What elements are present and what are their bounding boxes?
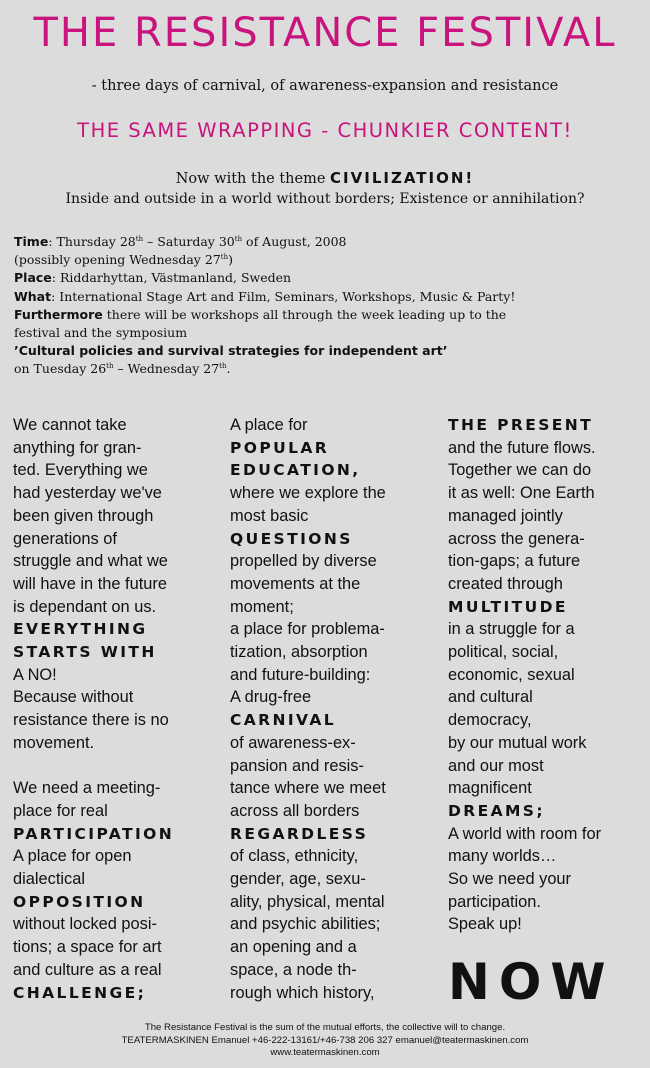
- manifesto-line: and our most: [448, 756, 544, 775]
- manifesto-line: it as well: One Earth: [448, 484, 595, 503]
- manifesto-line: tion-gaps; a future: [448, 552, 581, 571]
- manifesto-keyword: CHALLENGE;: [13, 983, 147, 1002]
- festival-slogan: THE SAME WRAPPING - CHUNKIER CONTENT!: [77, 119, 573, 142]
- manifesto-line: place for real: [13, 801, 108, 820]
- manifesto-line: We need a meeting-: [13, 779, 161, 798]
- manifesto-line: where we explore the: [230, 484, 386, 503]
- manifesto-line: pansion and resis-: [230, 756, 364, 775]
- manifesto-line: and the future flows.: [448, 438, 596, 457]
- manifesto-column-2: [230, 414, 435, 1004]
- event-info: [14, 233, 644, 379]
- footer-contact: TEATERMASKINEN Emanuel +46-222-13161/+46-738 206 327 emanuel@teatermaskinen.com: [121, 1034, 529, 1046]
- manifesto-line: many worlds…: [448, 847, 557, 866]
- manifesto-line: democracy,: [448, 711, 532, 730]
- manifesto-line: rough which history,: [230, 983, 375, 1002]
- manifesto-line: movements at the: [230, 574, 361, 593]
- manifesto-line: ted. Everything we: [13, 461, 148, 480]
- manifesto-line: managed jointly: [448, 506, 563, 525]
- manifesto-line: generations of: [13, 529, 117, 548]
- manifesto-keyword: STARTS WITH: [13, 643, 157, 662]
- manifesto-keyword: THE PRESENT: [448, 416, 594, 434]
- furthermore-line-2: festival and the symposium: [14, 325, 188, 341]
- footer-website: www.teatermaskinen.com: [270, 1047, 380, 1059]
- manifesto-line: an opening and a: [230, 938, 357, 957]
- manifesto-line: Speak up!: [448, 915, 522, 934]
- manifesto-line: of awareness-ex-: [230, 733, 356, 752]
- time-label: Time: [14, 234, 49, 249]
- manifesto-line: participation.: [448, 892, 541, 911]
- manifesto-line: political, social,: [448, 643, 559, 662]
- manifesto-line: and psychic abilities;: [230, 915, 381, 934]
- now-headline: NOW: [448, 953, 615, 1011]
- manifesto-line: had yesterday we've: [13, 484, 162, 503]
- manifesto-line: by our mutual work: [448, 733, 587, 752]
- festival-subtitle: - three days of carnival, of awareness-expansion and resistance: [91, 78, 559, 94]
- manifesto-column-3: [448, 414, 650, 936]
- manifesto-line: propelled by diverse: [230, 552, 377, 571]
- manifesto-line: is dependant on us.: [13, 597, 157, 616]
- manifesto-line: A world with room for: [448, 824, 602, 843]
- furthermore-line: Furthermore there will be workshops all through the week leading up to the: [14, 306, 507, 322]
- theme-prefix: Now with the theme: [175, 171, 331, 187]
- manifesto-keyword: PARTICIPATION: [13, 824, 175, 843]
- manifesto-line: and culture as a real: [13, 960, 162, 979]
- manifesto-line: ality, physical, mental: [230, 892, 385, 911]
- manifesto-line: We cannot take: [13, 416, 127, 434]
- footer: [0, 1022, 650, 1060]
- theme-word: CIVILIZATION!: [330, 169, 475, 187]
- symposium-title: ’Cultural policies and survival strategies for independent art’: [14, 343, 448, 359]
- manifesto-line: So we need your: [448, 870, 572, 889]
- manifesto-line: resistance there is no: [13, 711, 169, 730]
- manifesto-line: and cultural: [448, 688, 533, 707]
- manifesto-line: economic, sexual: [448, 665, 575, 684]
- manifesto-keyword: QUESTIONS: [230, 529, 353, 548]
- manifesto-keyword: POPULAR: [230, 438, 330, 457]
- manifesto-line: across the genera-: [448, 529, 585, 548]
- manifesto-line: most basic: [230, 506, 309, 525]
- manifesto-keyword: REGARDLESS: [230, 824, 369, 843]
- what-label: What: [14, 288, 52, 304]
- manifesto-line: across all borders: [230, 801, 360, 820]
- manifesto-keyword: MULTITUDE: [448, 597, 568, 616]
- manifesto-keyword: DREAMS;: [448, 801, 545, 820]
- manifesto-line: A place for open: [13, 847, 132, 866]
- manifesto-line: of class, ethnicity,: [230, 847, 359, 866]
- symposium-dates: on Tuesday 26th – Wednesday 27th.: [14, 361, 231, 377]
- time-line: Time: Thursday 28th – Saturday 30th of August, 2008: [14, 234, 347, 249]
- manifesto-keyword: EDUCATION,: [230, 461, 361, 480]
- manifesto-line: Together we can do: [448, 461, 592, 480]
- manifesto-keyword: EVERYTHING: [13, 620, 148, 639]
- furthermore-label: Furthermore: [14, 306, 103, 322]
- manifesto-line: tization, absorption: [230, 643, 368, 662]
- manifesto-column-1: [13, 414, 218, 1004]
- footer-line-1: The Resistance Festival is the sum of the mutual efforts, the collective will to change.: [144, 1022, 506, 1033]
- manifesto-line: been given through: [13, 506, 154, 525]
- manifesto-line: Because without: [13, 688, 134, 707]
- manifesto-line: tance where we meet: [230, 779, 386, 798]
- column-spacer: [13, 755, 218, 778]
- manifesto-line: will have in the future: [13, 574, 167, 593]
- theme-subline: Inside and outside in a world without borders; Existence or annihilation?: [65, 191, 585, 207]
- manifesto-line: gender, age, sexu-: [230, 870, 366, 889]
- theme-line: [0, 169, 650, 187]
- manifesto-line: movement.: [13, 733, 95, 752]
- manifesto-line: A NO!: [13, 665, 57, 684]
- place-line: Place: Riddarhyttan, Västmanland, Sweden: [14, 270, 292, 286]
- manifesto-line: tions; a space for art: [13, 938, 162, 957]
- manifesto-line: A place for: [230, 416, 308, 434]
- manifesto-line: in a struggle for a: [448, 620, 575, 639]
- manifesto-line: moment;: [230, 597, 294, 616]
- manifesto-keyword: CARNIVAL: [230, 711, 337, 730]
- manifesto-line: a place for problema-: [230, 620, 385, 639]
- manifesto-line: dialectical: [13, 870, 85, 889]
- manifesto-line: A drug-free: [230, 688, 312, 707]
- place-label: Place: [14, 270, 52, 286]
- manifesto-line: struggle and what we: [13, 552, 168, 571]
- manifesto-line: created through: [448, 574, 563, 593]
- manifesto-line: without locked posi-: [13, 915, 157, 934]
- what-line: What: International Stage Art and Film, Seminars, Workshops, Music & Party!: [14, 288, 516, 304]
- manifesto-line: magnificent: [448, 779, 532, 798]
- manifesto-line: and future-building:: [230, 665, 371, 684]
- festival-title: THE RESISTANCE FESTIVAL: [33, 10, 617, 56]
- manifesto-line: anything for gran-: [13, 438, 142, 457]
- opening-line: (possibly opening Wednesday 27th): [14, 252, 233, 268]
- manifesto-keyword: OPPOSITION: [13, 892, 146, 911]
- manifesto-line: space, a node th-: [230, 960, 357, 979]
